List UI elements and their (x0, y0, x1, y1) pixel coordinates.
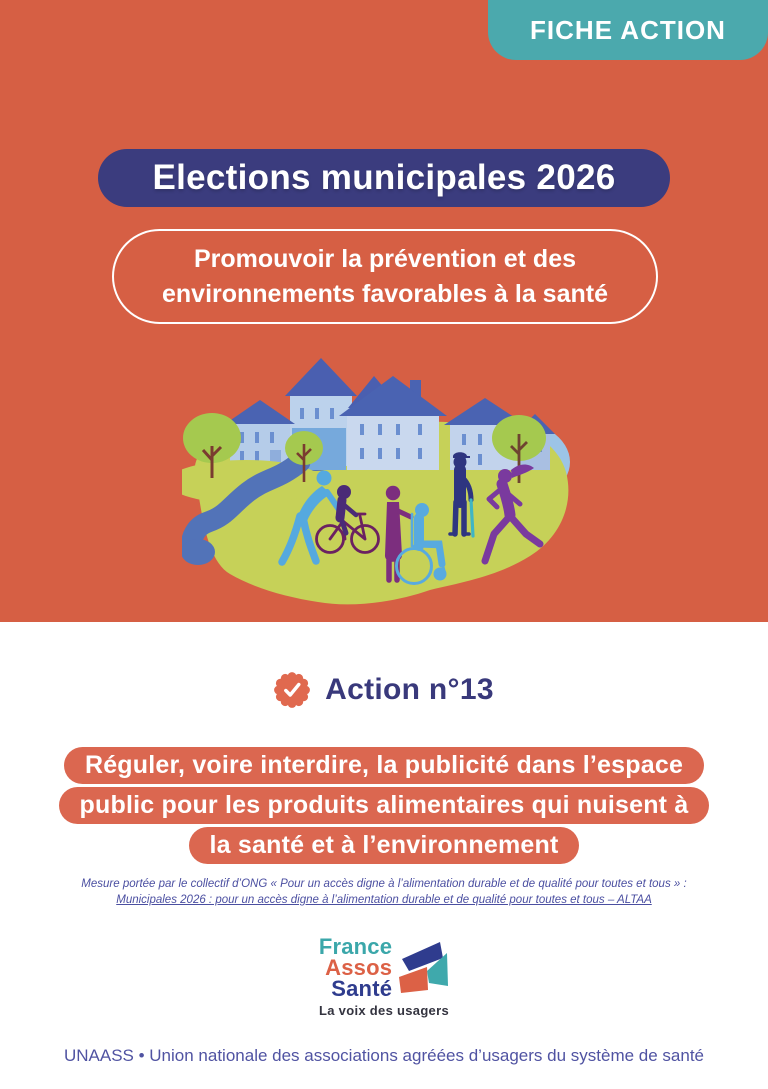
page-title: Elections municipales 2026 (152, 158, 616, 197)
logo-word-france: France (318, 934, 393, 959)
measure-note-link[interactable]: Municipales 2026 : pour un accès digne à l’alimentation durable et de qualité pour toutes et tous – ALTAA (116, 894, 652, 906)
action-statement (0, 747, 768, 864)
subtitle-banner (112, 229, 658, 324)
subtitle-line-1: Promouvoir la prévention et des (193, 244, 577, 273)
subtitle-line-2: environnements favorables à la santé (161, 279, 608, 308)
logo-tagline: La voix des usagers (319, 1003, 449, 1018)
village-activity-illustration (182, 350, 586, 610)
logo-flags-icon (397, 939, 449, 997)
statement-line-2: public pour les produits alimentaires qui nuisent à (59, 787, 710, 824)
france-assos-sante-logo (0, 936, 768, 1018)
title-banner (98, 149, 670, 207)
action-number-label: Action n°13 (325, 673, 494, 706)
statement-line-3: la santé et à l’environnement (189, 827, 580, 864)
check-seal-icon (274, 672, 310, 708)
cane (471, 500, 473, 536)
action-heading-row (0, 672, 768, 708)
logo-word-assos: Assos (325, 955, 393, 980)
footer-unaass-line: UNAASS • Union nationale des associations agréées d’usagers du système de santé (63, 1046, 705, 1065)
logo-word-sante: Santé (331, 976, 393, 1001)
center-house (339, 376, 447, 470)
statement-line-1: Réguler, voire interdire, la publicité dans l’espace (64, 747, 704, 784)
measure-note (0, 876, 768, 908)
fiche-action-badge-label: FICHE ACTION (530, 14, 726, 45)
fiche-action-badge (488, 0, 768, 60)
measure-note-text: Mesure portée par le collectif d’ONG « Pour un accès digne à l’alimentation durable et de qualité pour toutes et tous » : (81, 878, 687, 890)
